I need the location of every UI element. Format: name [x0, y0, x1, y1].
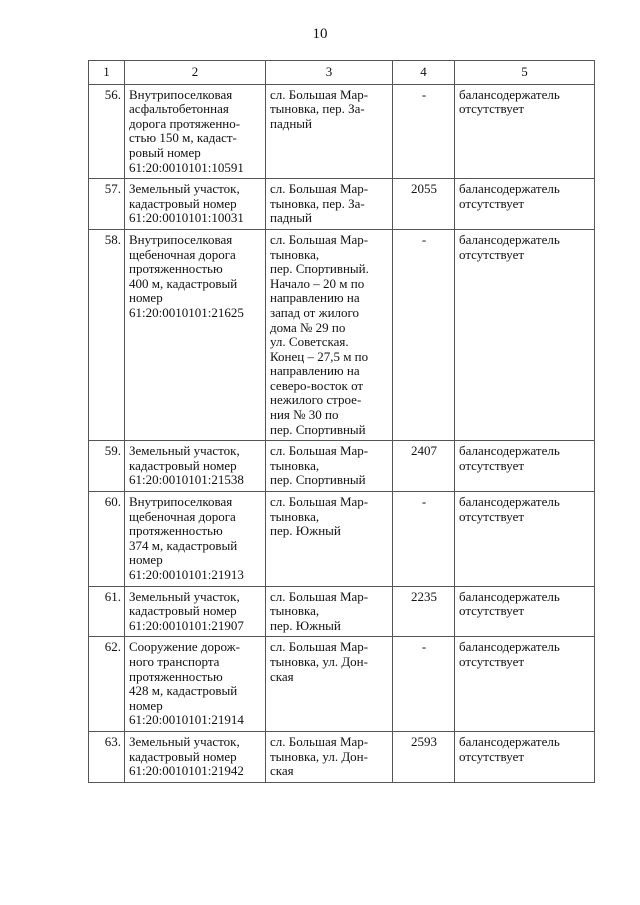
object-name: Внутрипоселковая щебеночная дорога протяженностью 374 м, кадастровый номер 61:20:0010101:21913 [125, 492, 266, 587]
object-area: - [393, 637, 455, 732]
object-name: Земельный участок, кадастровый номер 61:20:0010101:21942 [125, 731, 266, 782]
table-row [89, 492, 595, 587]
property-registry-table [88, 60, 595, 783]
table-row [89, 229, 595, 440]
row-number: 59. [89, 441, 125, 492]
object-name: Сооружение дорож- ного транспорта протяженностью 428 м, кадастровый номер 61:20:0010101:21914 [125, 637, 266, 732]
object-area: - [393, 84, 455, 179]
header-col-3: 3 [266, 61, 393, 85]
row-number: 57. [89, 179, 125, 230]
header-col-1: 1 [89, 61, 125, 85]
object-name: Внутрипоселковая щебеночная дорога протяженностью 400 м, кадастровый номер 61:20:0010101:21625 [125, 229, 266, 440]
row-number: 56. [89, 84, 125, 179]
object-address: сл. Большая Мар- тыновка, пер. За- падный [266, 179, 393, 230]
table-row [89, 586, 595, 637]
object-area: 2055 [393, 179, 455, 230]
object-name: Внутрипоселковая асфальтобетонная дорога протяженно- стью 150 м, кадаст- ровый номер 61:20:0010101:10591 [125, 84, 266, 179]
balance-holder: балансодержатель отсутствует [455, 179, 595, 230]
row-number: 58. [89, 229, 125, 440]
object-area: 2235 [393, 586, 455, 637]
object-name: Земельный участок, кадастровый номер 61:20:0010101:10031 [125, 179, 266, 230]
object-address: сл. Большая Мар- тыновка, пер. Южный [266, 492, 393, 587]
object-area: 2593 [393, 731, 455, 782]
header-col-5: 5 [455, 61, 595, 85]
balance-holder: балансодержатель отсутствует [455, 441, 595, 492]
object-address: сл. Большая Мар- тыновка, ул. Дон- ская [266, 637, 393, 732]
row-number: 63. [89, 731, 125, 782]
table-row [89, 637, 595, 732]
object-address: сл. Большая Мар- тыновка, пер. Спортивный. Начало – 20 м по направлению на запад от жилого дома № 29 по ул. Советская. Конец – 27,5 м по направлению на северо-восток от нежилого строе- ния № 30 по пер. Спортивный [266, 229, 393, 440]
object-area: 2407 [393, 441, 455, 492]
object-address: сл. Большая Мар- тыновка, пер. За- падный [266, 84, 393, 179]
table-row [89, 84, 595, 179]
header-col-4: 4 [393, 61, 455, 85]
object-name: Земельный участок, кадастровый номер 61:20:0010101:21538 [125, 441, 266, 492]
object-name: Земельный участок, кадастровый номер 61:20:0010101:21907 [125, 586, 266, 637]
table-header [89, 61, 595, 85]
row-number: 60. [89, 492, 125, 587]
object-address: сл. Большая Мар- тыновка, пер. Спортивный [266, 441, 393, 492]
table-row [89, 179, 595, 230]
balance-holder: балансодержатель отсутствует [455, 731, 595, 782]
table-row [89, 731, 595, 782]
table-body [89, 84, 595, 782]
header-row [89, 61, 595, 85]
balance-holder: балансодержатель отсутствует [455, 637, 595, 732]
header-col-2: 2 [125, 61, 266, 85]
object-area: - [393, 229, 455, 440]
object-address: сл. Большая Мар- тыновка, ул. Дон- ская [266, 731, 393, 782]
object-area: - [393, 492, 455, 587]
table-row [89, 441, 595, 492]
page-number: 10 [312, 26, 328, 42]
balance-holder: балансодержатель отсутствует [455, 492, 595, 587]
balance-holder: балансодержатель отсутствует [455, 586, 595, 637]
row-number: 62. [89, 637, 125, 732]
object-address: сл. Большая Мар- тыновка, пер. Южный [266, 586, 393, 637]
row-number: 61. [89, 586, 125, 637]
balance-holder: балансодержатель отсутствует [455, 84, 595, 179]
balance-holder: балансодержатель отсутствует [455, 229, 595, 440]
